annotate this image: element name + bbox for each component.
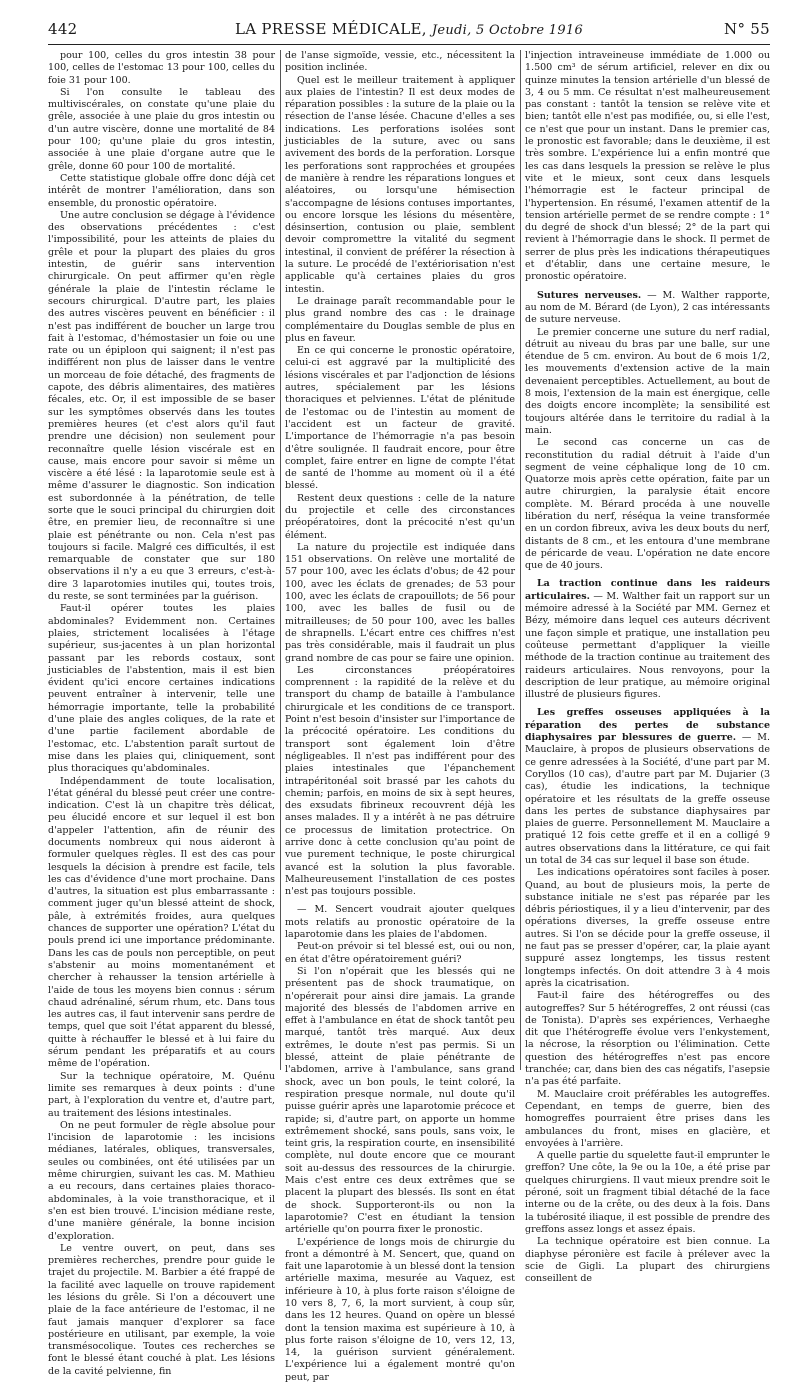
paragraph-text: M. Mauclaire croit préférables les autogreffes. Cependant, en temps de guerre, bien des homogreffes pourraient être prises dans les ambulances du front, mises en glacière, et envoyées à l'arrière. [525, 1089, 770, 1149]
paragraph-text: Faut-il faire des hétérogreffes ou des autogreffes? Sur 5 hétérogreffes, 2 ont réussi (cas de Tonista). D'après ses expériences, Verhaeghe dit que l'hétérogreffe évolue vers l'enkystement, la nécrose, la résorption ou l'élimination. Cette question des hétérogreffes n'est pas encore tranchée; car, dans bien des cas négatifs, l'asepsie n'a pas été parfaite. [525, 990, 770, 1087]
paragraph [48, 1071, 275, 1120]
text-column-3 [525, 50, 770, 1070]
text-column-1 [48, 50, 275, 1070]
paragraph [525, 1236, 770, 1285]
paragraph [525, 707, 770, 867]
paragraph [285, 904, 515, 941]
paragraph-text: pour 100, celles du gros intestin 38 pour 100, celles de l'estomac 13 pour 100, celles du foie 31 pour 100. [48, 50, 275, 86]
section-title: Les greffes osseuses appliquées à la réparation des pertes de substance diaphysaires par blessures de guerre. [525, 707, 770, 743]
paragraph [285, 665, 515, 899]
paragraph-text: Si l'on consulte le tableau des multiviscérales, on constate qu'une plaie du grêle, associée à une plaie du gros intestin ou d'un autre viscère, donne une mortalité de 84 pour 100; qu'une plaie du gros intestin, associée à une plaie d'organe autre que le grêle, donne 60 pour 100 de mortalité. [48, 87, 275, 172]
paragraph-text: — M. Sencert voudrait ajouter quelques mots relatifs au pronostic opératoire de la laparotomie dans les plaies de l'abdomen. [285, 904, 515, 940]
paragraph [48, 1243, 275, 1378]
paragraph-text: Peut-on prévoir si tel blessé est, oui ou non, en état d'être opératoirement guéri? [285, 941, 515, 964]
issue-number: N° 55 [724, 20, 770, 38]
paragraph-text: La nature du projectile est indiquée dans 151 observations. On relève une mortalité de 57 pour 100, avec les éclats d'obus; de 42 pour 100, avec les éclats de grenades; de 53 pour 100, avec les éclats de crapouillots; de 56 pour 100, avec les balles de fusil ou de mitrailleuses; de 50 pour 100, avec les balles de shrapnells. L'écart entre ces chiffres n'est pas très considérable, mais il faudrait un plus grand nombre de cas pour se faire une opinion. [285, 542, 515, 664]
paragraph-text: La technique opératoire est bien connue. La diaphyse péronière est facile à prélever avec la scie de Gigli. La plupart des chirurgiens conseillent de [525, 1236, 770, 1284]
paragraph [285, 1237, 515, 1384]
paragraph [525, 1089, 770, 1150]
paragraph-text: — M. Walther fait un rapport sur un mémoire adressé à la Société par MM. Gernez et Bézy, mémoire dans lequel ces auteurs décrivent une façon simple et pratique, une installation peu coûteuse permettant d'appliquer la vieille méthode de la traction continue au traitement des raideurs articulaires. Nous renvoyons, pour la description de leur pratique, au mémoire original illustré de plusieurs figures. [525, 591, 770, 700]
text-column-2 [285, 50, 515, 1070]
paragraph [525, 437, 770, 572]
paragraph [285, 966, 515, 1237]
paragraph [525, 327, 770, 438]
paragraph-text: Faut-il opérer toutes les plaies abdominales? Evidemment non. Certaines plaies, strictement localisées à l'étage supérieur, sus-jacentes à un plan horizontal passant par les rebords costaux, sont justiciables de l'abstention, mais il est bien évident qu'ici encore certaines indications peuvent entraîner à intervenir, telle une hémorragie importante, telle la probabilité d'une plaie des angles coliques, de la rate et d'une partie facilement abordable de l'estomac, etc. L'abstention paraît surtout de mise dans les plaies qui, cliniquement, sont plus thoraciques qu'abdominales. [48, 603, 275, 774]
paragraph [525, 290, 770, 327]
paragraph [48, 173, 275, 210]
section-title: La traction continue dans les raideurs articulaires. [525, 578, 770, 601]
paragraph [48, 87, 275, 173]
paragraph [525, 867, 770, 990]
page-header [48, 20, 770, 42]
paragraph-text: — M. Mauclaire, à propos de plusieurs observations de ce genre adressées à la Société, d'une part par M. Coryllos (10 cas), d'autre part par M. Dujarier (3 cas), étudie les indications, la technique opératoire et les résultats de la greffe osseuse dans les pertes de substance diaphysaires par plaies de guerre. Personnellement M. Mauclaire a pratiqué 12 fois cette greffe et il en a colligé 9 autres observations dans la littérature, ce qui fait un total de 34 cas sur lequel il base son étude. [525, 732, 770, 866]
paragraph-text: A quelle partie du squelette faut-il emprunter le greffon? Une côte, la 9e ou la 10e, a été prise par quelques chirurgiens. Il vaut mieux prendre soit le péroné, soit un fragment tibial détaché de la face interne ou de la crête, ou des deux à la fois. Dans la tubérosité iliaque, il est possible de prendre des greffons assez longs et assez épais. [525, 1150, 770, 1235]
paragraph [525, 578, 770, 701]
paragraph [525, 50, 770, 284]
paragraph [285, 542, 515, 665]
paragraph [48, 50, 275, 87]
paragraph [285, 50, 515, 75]
paragraph-text: Quel est le meilleur traitement à appliquer aux plaies de l'intestin? Il est deux modes de réparation possibles : la suture de la plaie ou la résection de l'anse lésée. Chacune d'elles a ses indications. Les perforations isolées sont justiciables de la suture, avec ou sans avivement des bords de la perforation. Lorsque les perforations sont rapprochées et groupées de manière à rendre les réparations longues et aléatoires, ou lorsqu'une hémisection s'accompagne de lésions contuses importantes, ou encore lorsque les lésions du mésentère, désinsertion, contusion ou plaie, semblent devoir compromettre la vitalité du segment intestinal, il convient de préférer la résection à la suture. Le procédé de l'extériorisation n'est applicable qu'à certaines plaies du gros intestin. [285, 75, 515, 295]
paragraph-text: L'expérience de longs mois de chirurgie du front a démontré à M. Sencert, que, quand on fait une laparotomie à un blessé dont la tension artérielle maxima, mesurée au Vaquez, est inférieure à 10, à plus forte raison s'éloigne de 10 vers 8, 7, 6, la mort survient, à coup sûr, dans les 12 heures. Quand on opère un blessé dont la tension maxima est supérieure à 10, à plus forte raison s'éloigne de 10, vers 12, 13, 14, la guérison survient généralement. L'expérience lui a également montré qu'on peut, par [285, 1237, 515, 1383]
page-number: 442 [48, 20, 78, 38]
paragraph-text: Les circonstances préopératoires comprennent : la rapidité de la relève et du transport du champ de bataille à l'ambulance chirurgicale et les conditions de ce transport. Point n'est besoin d'insister sur l'importance de la précocité opératoire. Les conditions du transport sont également loin d'être négligeables. Il n'est pas indifférent pour des plaies intestinales que l'épanchement intrapéritonéal soit brassé par les cahots du chemin; parfois, en moins de six à sept heures, des exsudats fibrineux recouvrent déjà les anses malades. Il y a intérêt à ne pas détruire ce processus de limitation protectrice. On arrive donc à cette conclusion qu'au point de vue purement technique, le poste chirurgical avancé est la solution la plus favorable. Malheureusement l'installation de ces postes n'est pas toujours possible. [285, 665, 515, 897]
paragraph-text: Le ventre ouvert, on peut, dans ses premières recherches, prendre pour guide le trajet du projectile. M. Barbier a été frappé de la facilité avec laquelle on trouve rapidement les lésions du grêle. Si l'on a découvert une plaie de la face antérieure de l'estomac, il ne faut jamais manquer d'explorer sa face postérieure en utilisant, par exemple, la voie transmésocolique. Toutes ces recherches se font le blessé étant couché à plat. Les lésions de la cavité pelvienne, fin [48, 1243, 275, 1377]
paragraph-text: — M. Walther rapporte, au nom de M. Bérard (de Lyon), 2 cas intéressants de suture nerveuse. [525, 290, 770, 326]
paragraph [285, 941, 515, 966]
issue-date: Jeudi, 5 Octobre 1916 [432, 23, 583, 38]
paragraph-text: Si l'on n'opérait que les blessés qui ne présentent pas de shock traumatique, on n'opérerait pour ainsi dire jamais. La grande majorité des blessés de l'abdomen arrive en effet à l'ambulance en état de shock tantôt peu marqué, tantôt très marqué. Aux deux extrêmes, le doute n'est pas permis. Si un blessé, atteint de plaie pénétrante de l'abdomen, arrive à l'ambulance, sans grand shock, avec un bon pouls, le teint coloré, la respiration presque normale, nul doute qu'il puisse guérir après une laparotomie précoce et rapide; si, d'autre part, on apporte un homme extrêmement shocké, sans pouls, sans voix, le teint gris, la respiration courte, en insensibilité complète, nul doute encore que ce mourant soit au-dessus des ressources de la chirurgie. Mais c'est entre ces deux extrêmes que se placent la plupart des blessés. Ils sont en état de shock. Supporteront-ils ou non la laparotomie? C'est en étudiant la tension artérielle qu'on pourra fixer le pronostic. [285, 966, 515, 1235]
paragraph-text: En ce qui concerne le pronostic opératoire, celui-ci est aggravé par la multiplicité des lésions viscérales et par l'adjonction de lésions autres, spécialement par les lésions thoraciques et pelviennes. L'état de plénitude de l'estomac ou de l'intestin au moment de l'accident est un facteur de gravité. L'importance de l'hémorragie n'a pas besoin d'être soulignée. Il faudrait encore, pour être complet, faire entrer en ligne de compte l'état de santé de l'homme au moment où il a été blessé. [285, 345, 515, 491]
section-title: Sutures nerveuses. [537, 290, 641, 301]
paragraph-text: Sur la technique opératoire, M. Quénu limite ses remarques à deux points : d'une part, à l'exploration du ventre et, d'autre part, au traitement des lésions intestinales. [48, 1071, 275, 1119]
paragraph-text: l'injection intraveineuse immédiate de 1.000 ou 1.500 cm³ de sérum artificiel, relever en dix ou quinze minutes la tension artérielle d'un blessé de 3, 4 ou 5 mm. Ce résultat n'est malheureusement pas constant : tantôt la tension se relève vite et bien; tantôt elle n'est pas modifiée, ou, si elle l'est, ce n'est que pour un instant. Dans le premier cas, le pronostic est favorable; dans le deuxième, il est très sombre. L'expérience lui a enfin montré que les cas dans lesquels la pression se relève le plus vite et le mieux, sont ceux dans lesquels l'hémorragie est le facteur principal de l'hypertension. En résumé, l'examen attentif de la tension artérielle permet de se rendre compte : 1° du degré de shock d'un blessé; 2° de la part qui revient à l'hémorragie dans le shock. Il permet de serrer de plus près les indications thérapeutiques et d'établir, dans une certaine mesure, le pronostic opératoire. [525, 50, 770, 282]
paragraph-text: Indépendamment de toute localisation, l'état général du blessé peut créer une contre-indication. C'est là un chapitre très délicat, peu élucidé encore et sur lequel il est bon d'appeler l'attention, afin de réunir des documents nombreux qui nous aideront à formuler quelques règles. Il est des cas pour lesquels la décision à prendre est facile, tels les cas d'évidence d'une mort prochaine. Dans d'autres, la situation est plus embarrassante : comment juger qu'un blessé atteint de shock, pâle, à extrémités froides, aura quelques chances de supporter une opération? L'état du pouls prend ici une importance prédominante. Dans les cas de pouls non perceptible, on peut s'abstenir au moins momentanément et chercher à rehausser la tension artérielle à l'aide de tous les moyens bien connus : sérum chaud adrénaliné, sérum rhum, etc. Dans tous les autres cas, il faut intervenir sans perdre de temps, quel que soit l'état apparent du blessé, quitte à réchauffer le blessé et à lui faire du sérum pendant les préparatifs et au cours même de l'opération. [48, 776, 275, 1070]
paragraph [48, 776, 275, 1071]
paragraph-text: Restent deux questions : celle de la nature du projectile et celle des circonstances préopératoires, dont la précocité n'est qu'un élément. [285, 493, 515, 541]
paragraph [285, 296, 515, 345]
paragraph-text: de l'anse sigmoïde, vessie, etc., nécessitent la position inclinée. [285, 50, 515, 73]
paragraph-text: Une autre conclusion se dégage à l'évidence des observations précédentes : c'est l'impossibilité, pour les atteints de plaies du grêle et pour la plupart des plaies du gros intestin, de guérir sans intervention chirurgicale. On peut affirmer qu'en règle générale la plaie de l'intestin réclame le secours chirurgical. D'autre part, les plaies des autres viscères peuvent en bénéficier : il n'est pas indifférent de boucher un large trou fait à l'estomac, d'hémostasier un foie ou une rate ou un épiploon qui saignent; il n'est pas indifférent non plus de laisser dans le ventre un morceau de foie détaché, des fragments de capote, des débris alimentaires, des matières fécales, etc. Or, il est impossible de se baser sur les symptômes observés dans les toutes premières heures (et c'est alors qu'il faut prendre une décision) non seulement pour reconnaître quelle lésion viscérale est en cause, mais encore pour savoir si même un viscère a été lésé : la laparotomie seule est à même d'assurer le diagnostic. Son indication est subordonnée à la pénétration, de telle sorte que le souci principal du chirurgien doit être, en premier lieu, de reconnaître si une plaie est pénétrante ou non. Cela n'est pas toujours si facile. Malgré ces difficultés, il est remarquable de constater que sur 180 observations il n'y a eu que 3 erreurs, c'est-à-dire 3 laparotomies inutiles qui, toutes trois, du reste, se sont terminées par la guérison. [48, 210, 275, 602]
column-divider [280, 50, 281, 1070]
paragraph-text: Le second cas concerne un cas de reconstitution du radial détruit à l'aide d'un segment de veine céphalique long de 10 cm. Quatorze mois après cette opération, faite par un autre chirurgien, la paralysie était encore complète. M. Bérard procéda à une nouvelle libération du nerf, réséqua la veine transformée en un cordon fibreux, aviva les deux bouts du nerf, distants de 8 cm., et les entoura d'une membrane de péricarde de veau. L'opération ne date encore que de 40 jours. [525, 437, 770, 571]
paragraph-text: Le premier concerne une suture du nerf radial, détruit au niveau du bras par une balle, sur une étendue de 5 cm. environ. Au bout de 6 mois 1/2, les mouvements d'extension active de la main devenaient perceptibles. Actuellement, au bout de 8 mois, l'extension de la main est énergique, celle des doigts encore incomplète; la sensibilité est toujours altérée dans le territoire du radial à la main. [525, 327, 770, 436]
paragraph [525, 990, 770, 1088]
paragraph-text: Cette statistique globale offre donc déjà cet intérêt de montrer l'amélioration, dans son ensemble, du pronostic opératoire. [48, 173, 275, 209]
paragraph-text: Les indications opératoires sont faciles à poser. Quand, au bout de plusieurs mois, la perte de substance initiale ne s'est pas réparée par les débris périostiques, il y a lieu d'intervenir, par des opérations diverses, la greffe osseuse entre autres. Si l'on se décide pour la greffe osseuse, il ne faut pas se presser d'opérer, car, la plaie ayant suppuré assez longtemps, les tissus restent longtemps infectés. On doit attendre 3 à 4 mois après la cicatrisation. [525, 867, 770, 989]
paragraph-text: Le drainage paraît recommandable pour le plus grand nombre des cas : le drainage complémentaire du Douglas semble de plus en plus en faveur. [285, 296, 515, 344]
paragraph-text: On ne peut formuler de règle absolue pour l'incision de laparotomie : les incisions médianes, latérales, obliques, transversales, seules ou combinées, ont été utilisées par un même chirurgien, suivant les cas. M. Mathieu a eu recours, dans certaines plaies thoraco-abdominales, à la voie transthoracique, et il s'en est bien trouvé. L'incision médiane reste, d'une manière générale, la bonne incision d'exploration. [48, 1120, 275, 1242]
journal-title-line [48, 20, 770, 38]
paragraph [48, 210, 275, 604]
header-rule [48, 44, 770, 45]
paragraph [48, 603, 275, 775]
paragraph [285, 75, 515, 296]
journal-name: LA PRESSE MÉDICALE, [235, 20, 427, 38]
paragraph [285, 493, 515, 542]
paragraph [285, 345, 515, 493]
paragraph [48, 1120, 275, 1243]
column-divider [520, 50, 521, 1070]
paragraph [525, 1150, 770, 1236]
